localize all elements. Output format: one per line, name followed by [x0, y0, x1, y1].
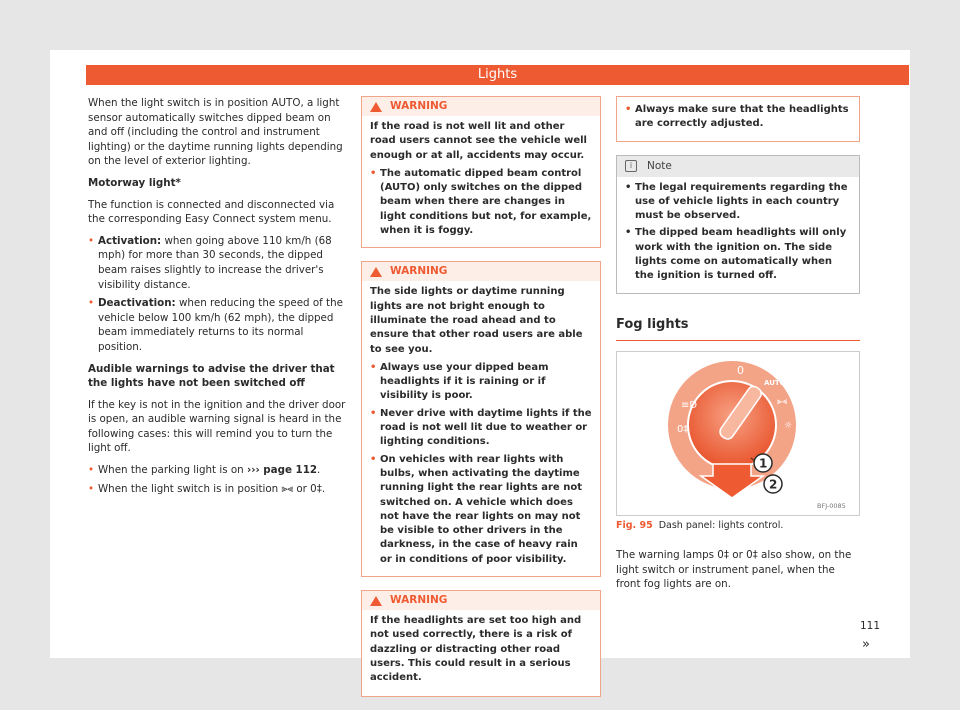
- figure-95: [616, 351, 860, 516]
- warning-box-1: [361, 96, 601, 248]
- warning-2-item-3: • On vehicles with rear lights with bulbs, when activating the daytime running light the rear lights are not switched on. A vehicle which does not have the rear lights on may not be visible to other drivers in the darkness, in the case of heavy rain or in conditions of poor visibility.: [370, 453, 592, 567]
- callout-2-label: 2: [769, 477, 778, 492]
- note-title: Note: [647, 159, 672, 172]
- figure-caption-text: Dash panel: lights control.: [658, 520, 784, 532]
- audible-paragraph: If the key is not in the ignition and the driver door is open, an audible warning signal is heard in the following cases: this will remind you to turn the light off.: [88, 398, 346, 455]
- sidelight-icon: ⫸⫷: [777, 397, 788, 408]
- warning-box-3: [361, 590, 601, 696]
- parking-light-end: .: [317, 464, 321, 477]
- page-number: 111: [859, 620, 880, 632]
- page-header: Lights: [86, 65, 909, 85]
- fog-lights-heading: Fog lights: [616, 318, 860, 342]
- warning-continuation-box: [616, 96, 860, 142]
- audible-warnings-heading: Audible warnings to advise the driver that the lights have not been switched off: [88, 362, 335, 390]
- note-item-1: • The legal requirements regarding the use of vehicle lights in each country must be observed.: [625, 181, 851, 224]
- dial-position-off: 0: [737, 364, 744, 378]
- parking-light-text: When the parking light is on: [98, 464, 247, 477]
- warning-body-3: [362, 610, 600, 695]
- warning-icon: [370, 267, 382, 277]
- column-1: [88, 96, 346, 500]
- activation-label: Activation:: [98, 234, 162, 247]
- deactivation-label: Deactivation:: [98, 297, 176, 310]
- callout-1-label: 1: [759, 456, 768, 471]
- activation-item: [88, 234, 346, 292]
- warning-2-item-1: • Always use your dipped beam headlights if it is raining or if visibility is poor.: [370, 361, 592, 404]
- parking-light-item: [88, 463, 346, 478]
- fog-lights-paragraph: The warning lamps 0‡ or 0‡ also show, on the light switch or instrument panel, when the front fog lights are on.: [616, 549, 852, 591]
- warning-icon: [370, 102, 382, 112]
- warning-box-2: [361, 261, 601, 577]
- warning-2-paragraph: The side lights or daytime running lights are not bright enough to illuminate the road ahead and to ensure that other road users are able to see you.: [370, 286, 583, 355]
- warning-title-3: WARNING: [390, 594, 448, 607]
- warning-1-paragraph: If the road is not well lit and other road users cannot see the vehicle well enough or at all, accidents may occur.: [370, 121, 587, 161]
- continued-indicator: »: [862, 637, 870, 652]
- note-header: [617, 156, 859, 177]
- warning-title-1: WARNING: [390, 100, 448, 112]
- warning-2-item-2: • Never drive with daytime lights if the road is not well lit due to weather or lighting conditions.: [370, 407, 592, 450]
- warning-header-2: [362, 262, 600, 281]
- figure-caption: [616, 518, 860, 534]
- figure-label: Fig. 95: [616, 520, 653, 532]
- switch-position-item: • When the light switch is in position ⫸⫷ or 0‡.: [88, 482, 346, 497]
- headlight-adjust-item: • Always make sure that the headlights are correctly adjusted.: [625, 103, 851, 132]
- deactivation-item: [88, 296, 346, 354]
- motorway-paragraph: The function is connected and disconnected via the corresponding Easy Connect system menu.: [88, 198, 335, 226]
- warning-icon: [370, 596, 382, 606]
- light-switch-illustration: [617, 352, 859, 513]
- intro-paragraph: When the light switch is in position AUTO, a light sensor automatically switches dipped beam on and off (including the control and instrument lighting) or the daytime running lights depending on the level of exterior lighting.: [88, 97, 343, 168]
- rear-fog-icon: 0‡: [677, 424, 689, 436]
- warning-3-paragraph: If the headlights are set too high and not used correctly, there is a risk of dazzling or distracting other road users. This could result in a serious accident.: [370, 615, 582, 684]
- warning-header-3: [362, 591, 600, 610]
- deactivation-text: when reducing the speed of the vehicle below 100 km/h (62 mph), the dipped beam immediately returns to its normal position.: [98, 297, 343, 353]
- column-2: [361, 96, 601, 710]
- info-icon: i: [625, 160, 637, 172]
- motorway-light-heading: Motorway light*: [88, 176, 181, 189]
- warning-body-2: [362, 281, 600, 576]
- activation-text: when going above 110 km/h (68 mph) for more than 30 seconds, the dipped beam raises slightly to increase the driver's visibility distance.: [98, 234, 332, 291]
- manual-page: [50, 50, 910, 684]
- dial-position-auto: AUTO: [764, 379, 786, 388]
- column-3: [616, 96, 860, 599]
- note-item-2: • The dipped beam headlights will only work with the ignition on. The side lights come on automatically when the ignition is turned off.: [625, 226, 851, 283]
- dipped-beam-icon: ☼: [784, 421, 793, 432]
- note-body: [617, 177, 859, 293]
- front-fog-icon: ≡D: [681, 400, 698, 412]
- warning-body-1: [362, 116, 600, 247]
- page-reference-link[interactable]: ››› page 112: [246, 464, 318, 477]
- warning-header-1: [362, 97, 600, 116]
- note-box: [616, 155, 860, 294]
- warning-title-2: WARNING: [390, 265, 448, 278]
- warning-1-item: • The automatic dipped beam control (AUTO) only switches on the dipped beam when there are changes in light conditions but not, for example, when it is foggy.: [370, 167, 592, 238]
- warning-continuation-body: [617, 97, 859, 141]
- figure-code: BFJ-0085: [817, 502, 846, 511]
